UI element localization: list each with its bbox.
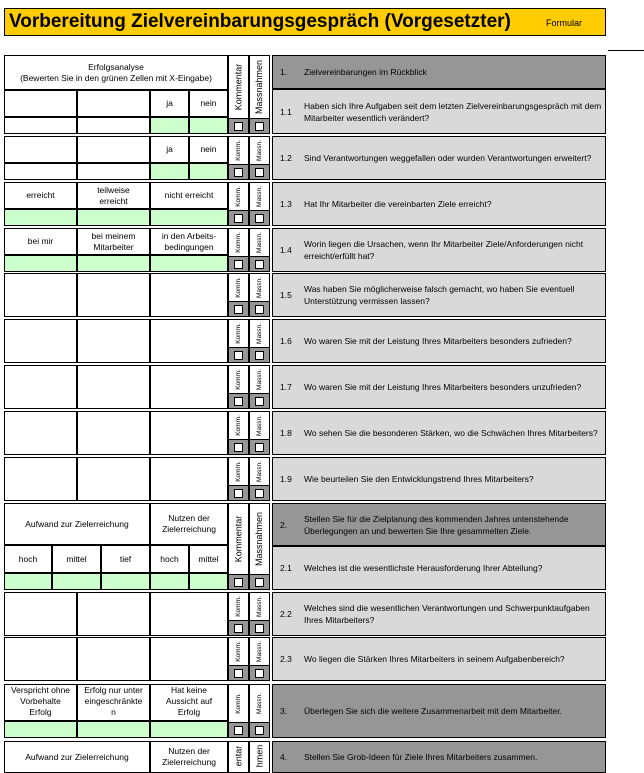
kommentar-checkbox[interactable] (234, 305, 243, 314)
question-text: Haben sich Ihre Aufgaben seit dem letzten Zielvereinbarungsgespräch mit dem Mitarbeiter wesentlich verändert? (304, 100, 602, 123)
kommentar-text: Komm. (235, 368, 242, 390)
massnahmen-text: Massnahmen (254, 59, 265, 114)
question-number: 3. (280, 706, 288, 716)
kommentar-label (228, 592, 249, 620)
massnahmen-label (249, 503, 270, 574)
massnahmen-checkbox[interactable] (255, 260, 264, 269)
blank-cell[interactable] (77, 637, 150, 681)
blank-cell[interactable] (77, 457, 150, 501)
kommentar-label (228, 228, 249, 256)
massnahmen-checkbox[interactable] (255, 214, 264, 223)
massnahmen-checkbox[interactable] (255, 726, 264, 735)
question-number: 1.3 (280, 199, 292, 209)
question-number: 1.5 (280, 290, 292, 300)
kommentar-label (228, 319, 249, 347)
question-number: 1. (280, 67, 288, 77)
blank-cell[interactable] (77, 319, 150, 363)
kommentar-label (228, 55, 249, 118)
question-number: 1.1 (280, 106, 292, 117)
question-text: Welches sind die wesentlichen Verantwortungen und Schwerpunktaufgaben Ihres Mitarbeiters? (304, 603, 590, 625)
no-input[interactable] (189, 163, 228, 180)
option-label: nein (189, 90, 228, 117)
massnahmen-checkbox[interactable] (255, 305, 264, 314)
benefit-header: Nutzen der Zielerreichung (150, 741, 228, 773)
massnahmen-label (249, 55, 270, 118)
level-label: hoch (4, 545, 52, 573)
massnahmen-label (249, 457, 270, 485)
cause-me-input[interactable] (4, 255, 77, 272)
massnahmen-text: Massn. (255, 322, 263, 344)
level-input[interactable] (101, 573, 150, 590)
kommentar-label (228, 684, 249, 722)
question-text: Was haben Sie möglicherweise falsch gemacht, wo haben Sie eventuell Unterstützung vermissen lassen? (304, 284, 575, 306)
kommentar-text: Komm. (235, 322, 242, 344)
level-label: tief (101, 545, 150, 573)
kommentar-checkbox[interactable] (234, 726, 243, 735)
massnahmen-text: Massn. (255, 460, 263, 482)
question-number: 2.3 (280, 654, 292, 664)
massnahmen-checkbox[interactable] (255, 578, 264, 587)
kommentar-text: Kommentar (233, 515, 244, 562)
kommentar-checkbox[interactable] (234, 260, 243, 269)
no-prospect-label: Hat keine Aussicht auf Erfolg (150, 684, 228, 721)
blank-cell[interactable] (150, 319, 228, 363)
partial-label: teilweise erreicht (77, 182, 150, 209)
blank-cell[interactable] (4, 592, 77, 636)
question-text: Wo waren Sie mit der Leistung Ihres Mitarbeiters besonders unzufrieden? (304, 382, 582, 392)
massnahmen-text: Massnahmen (254, 511, 265, 566)
blank-cell[interactable] (4, 411, 77, 455)
massnahmen-label (249, 273, 270, 301)
kommentar-checkbox[interactable] (234, 669, 243, 678)
blank-cell[interactable] (150, 365, 228, 409)
question-text: Worin liegen die Ursachen, wenn Ihr Mitarbeiter Ziele/Anforderungen nicht erreicht/erfüllt hat? (304, 239, 584, 261)
kommentar-label (228, 637, 249, 665)
kommentar-text: Komm. (235, 595, 242, 617)
yes-input[interactable] (150, 117, 189, 134)
question-text: Wo sehen Sie die besonderen Stärken, wo die Schwächen Ihres Mitarbeiters? (304, 428, 598, 438)
blank-cell (77, 90, 150, 117)
option-label: ja (150, 136, 189, 163)
effort-header: Aufwand zur Zielerreichung (4, 741, 150, 773)
option-label: ja (150, 90, 189, 117)
kommentar-label (228, 503, 249, 574)
kommentar-text: Komm. (235, 139, 242, 161)
question-number: 1.7 (280, 382, 292, 392)
question-text: Stellen Sie für die Zielplanung des kommenden Jahres untenstehende Überlegungen an und bewerten Sie Ihre gesammelten Ziele. (304, 513, 569, 536)
conditional-input[interactable] (77, 721, 150, 738)
achieved-label: erreicht (4, 182, 77, 209)
blank-cell[interactable] (77, 117, 150, 134)
success-input[interactable] (4, 721, 77, 738)
massnahmen-text: Massn. (255, 692, 263, 714)
massnahmen-text: Massn. (255, 139, 263, 161)
partial-input[interactable] (77, 209, 150, 226)
massnahmen-checkbox[interactable] (255, 168, 264, 177)
massnahmen-text: hmen (254, 744, 265, 768)
kommentar-text: Komm. (235, 640, 242, 662)
blank-cell[interactable] (77, 273, 150, 317)
blank-cell[interactable] (150, 411, 228, 455)
question-text: Wie beurteilen Sie den Entwicklungstrend Ihres Mitarbeiters? (304, 474, 534, 484)
kommentar-label (228, 365, 249, 393)
analysis-header: Erfolgsanalyse (Bewerten Sie in den grünen Zellen mit X-Eingabe) (4, 55, 228, 90)
blank-cell (77, 136, 150, 163)
conditional-label: Erfolg nur unter eingeschränkte n (77, 684, 150, 721)
kommentar-checkbox[interactable] (234, 168, 243, 177)
blank-cell[interactable] (4, 163, 77, 180)
kommentar-checkbox[interactable] (234, 122, 243, 131)
level-label: mittel (52, 545, 101, 573)
massnahmen-checkbox[interactable] (255, 624, 264, 633)
kommentar-checkbox[interactable] (234, 443, 243, 452)
question-text: Überlegen Sie sich die weitere Zusammenarbeit mit dem Mitarbeiter. (304, 706, 562, 716)
blank-cell[interactable] (4, 319, 77, 363)
massnahmen-label (249, 136, 270, 164)
question-number: 1.9 (280, 474, 292, 484)
blank-cell[interactable] (150, 273, 228, 317)
massnahmen-checkbox[interactable] (255, 669, 264, 678)
level-input[interactable] (150, 573, 189, 590)
massnahmen-label (249, 741, 270, 771)
kommentar-checkbox[interactable] (234, 351, 243, 360)
blank-cell[interactable] (4, 637, 77, 681)
blank-cell[interactable] (4, 457, 77, 501)
kommentar-label (228, 136, 249, 164)
massnahmen-checkbox[interactable] (255, 443, 264, 452)
massnahmen-label (249, 228, 270, 256)
question-text: Sind Verantwortungen weggefallen oder wurden Verantwortungen erweitert? (304, 153, 592, 163)
form-label: Formular (546, 18, 583, 28)
level-label: mittel (189, 545, 228, 573)
massnahmen-label (249, 684, 270, 722)
blank-cell[interactable] (4, 273, 77, 317)
kommentar-text: Komm. (235, 185, 242, 207)
question-number: 1.2 (280, 153, 292, 163)
not-achieved-input[interactable] (150, 209, 228, 226)
benefit-header: Nutzen der Zielerreichung (150, 503, 228, 545)
question-number: 2. (280, 519, 288, 530)
massnahmen-label (249, 319, 270, 347)
kommentar-checkbox[interactable] (234, 214, 243, 223)
kommentar-text: entar (233, 745, 244, 767)
level-input[interactable] (52, 573, 101, 590)
blank-cell (4, 136, 77, 163)
kommentar-label (228, 411, 249, 439)
level-input[interactable] (4, 573, 52, 590)
success-label: Verspricht ohne Vorbehalte Erfolg (4, 684, 77, 721)
question-text: Welches ist die wesentlichste Herausforderung Ihrer Abteilung? (304, 563, 543, 573)
blank-cell[interactable] (150, 637, 228, 681)
no-prospect-input[interactable] (150, 721, 228, 738)
question-text: Stellen Sie Grob-Ideen für Ziele Ihres Mitarbeiters zusammen. (304, 752, 538, 762)
massnahmen-label (249, 637, 270, 665)
effort-header: Aufwand zur Zielerreichung (4, 503, 150, 545)
blank-cell[interactable] (150, 592, 228, 636)
kommentar-label (228, 457, 249, 485)
cause-conditions-input[interactable] (150, 255, 228, 272)
question-number: 1.4 (280, 245, 292, 255)
massnahmen-label (249, 411, 270, 439)
blank-cell[interactable] (4, 365, 77, 409)
kommentar-text: Komm. (235, 692, 242, 714)
blank-cell[interactable] (77, 365, 150, 409)
cause-employee-input[interactable] (77, 255, 150, 272)
page-title: Vorbereitung Zielvereinbarungsgespräch (Vorgesetzter) (9, 11, 511, 32)
kommentar-checkbox[interactable] (234, 578, 243, 587)
question-number: 4. (280, 752, 288, 762)
question-number: 1.6 (280, 336, 292, 346)
massnahmen-text: Massn. (255, 640, 263, 662)
kommentar-checkbox[interactable] (234, 397, 243, 406)
massnahmen-label (249, 365, 270, 393)
question-text: Hat Ihr Mitarbeiter die vereinbarten Ziele erreicht? (304, 199, 492, 209)
question-number: 2.2 (280, 609, 292, 619)
kommentar-text: Komm. (235, 460, 242, 482)
no-input[interactable] (189, 117, 228, 134)
kommentar-text: Komm. (235, 414, 242, 436)
massnahmen-checkbox[interactable] (255, 397, 264, 406)
kommentar-checkbox[interactable] (234, 624, 243, 633)
header-divider (608, 50, 644, 51)
massnahmen-label (249, 182, 270, 210)
kommentar-text: Kommentar (233, 63, 244, 110)
massnahmen-text: Massn. (255, 595, 263, 617)
title-bar (4, 8, 606, 36)
blank-cell[interactable] (77, 592, 150, 636)
massnahmen-checkbox[interactable] (255, 489, 264, 498)
question-number: 2.1 (280, 563, 292, 573)
massnahmen-text: Massn. (255, 185, 263, 207)
not-achieved-label: nicht erreicht (150, 182, 228, 209)
level-label: hoch (150, 545, 189, 573)
question-number: 1.8 (280, 428, 292, 438)
cause-employee-label: bei meinem Mitarbeiter (77, 228, 150, 255)
massnahmen-checkbox[interactable] (255, 351, 264, 360)
option-label: nein (189, 136, 228, 163)
blank-cell[interactable] (150, 457, 228, 501)
blank-cell[interactable] (77, 163, 150, 180)
kommentar-label (228, 182, 249, 210)
question-text: Zielvereinbarungen im Rückblick (304, 67, 427, 77)
massnahmen-text: Massn. (255, 368, 263, 390)
massnahmen-checkbox[interactable] (255, 122, 264, 131)
cause-me-label: bei mir (4, 228, 77, 255)
massnahmen-text: Massn. (255, 414, 263, 436)
yes-input[interactable] (150, 163, 189, 180)
blank-cell[interactable] (4, 117, 77, 134)
blank-cell (4, 90, 77, 117)
question-text: Wo waren Sie mit der Leistung Ihres Mitarbeiters besonders zufrieden? (304, 336, 572, 346)
question-text: Wo liegen die Stärken Ihres Mitarbeiters in seinem Aufgabenbereich? (304, 654, 565, 664)
massnahmen-text: Massn. (255, 276, 263, 298)
level-input[interactable] (189, 573, 228, 590)
kommentar-text: Komm. (235, 276, 242, 298)
achieved-input[interactable] (4, 209, 77, 226)
blank-cell[interactable] (77, 411, 150, 455)
kommentar-checkbox[interactable] (234, 489, 243, 498)
massnahmen-text: Massn. (255, 231, 263, 253)
cause-conditions-label: in den Arbeits- bedingungen (150, 228, 228, 255)
kommentar-label (228, 273, 249, 301)
massnahmen-label (249, 592, 270, 620)
kommentar-text: Komm. (235, 231, 242, 253)
kommentar-label (228, 741, 249, 771)
